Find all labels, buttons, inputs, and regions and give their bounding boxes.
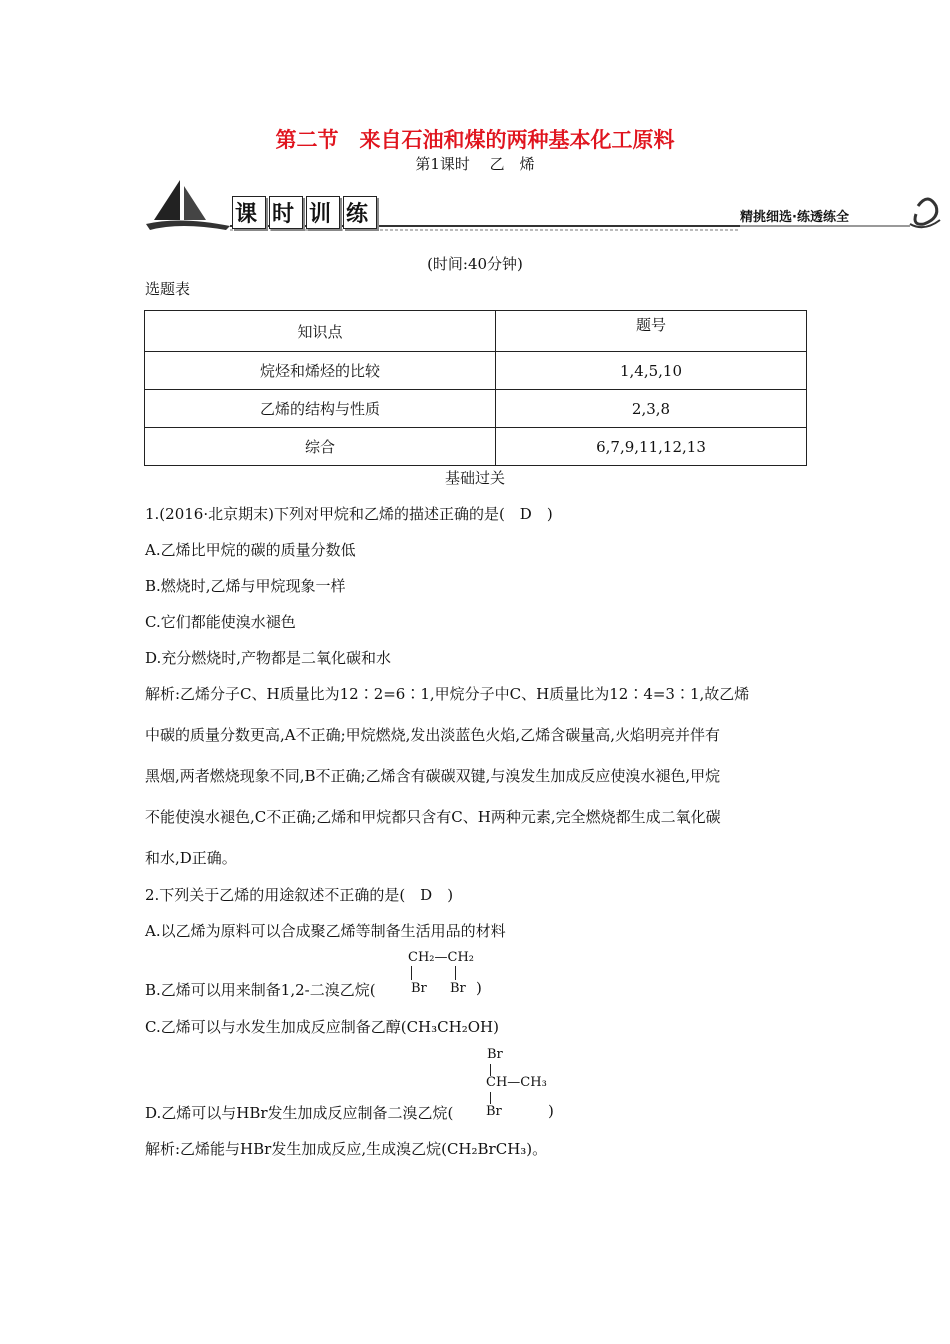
structure-bond (490, 1092, 491, 1104)
question-1-option: C.它们都能使溴水褪色 (145, 613, 296, 631)
structure-bond (455, 966, 456, 980)
structure-d-top: Br (487, 1047, 503, 1062)
table-caption: 选题表 (145, 280, 191, 298)
time-note: (时间:40分钟) (427, 255, 523, 273)
table-row (145, 352, 807, 390)
banner-char: 训 (306, 196, 340, 229)
question-1-analysis-line: 黑烟,两者燃烧现象不同,B不正确;乙烯含有碳碳双键,与溴发生加成反应使溴水褪色,甲烷 (145, 767, 721, 785)
question-1-option: A.乙烯比甲烷的碳的质量分数低 (145, 541, 356, 559)
question-1-analysis-line: 中碳的质量分数更高,A不正确;甲烷燃烧,发出淡蓝色火焰,乙烯含碳量高,火焰明亮并伴有 (145, 726, 720, 744)
banner-char: 课 (232, 196, 266, 229)
structure-b-br-right: Br (450, 981, 466, 996)
structure-d-bottom: Br (486, 1104, 502, 1119)
banner-label (232, 196, 380, 229)
table-cell: 6,7,9,11,12,13 (496, 428, 807, 466)
banner-slogan: 精挑细选·练透练全 (740, 210, 849, 225)
table-header-cell: 题号 (496, 311, 807, 352)
question-1-option: D.充分燃烧时,产物都是二氧化碳和水 (145, 649, 392, 667)
lesson-subtitle: 第1课时 乙 烯 (415, 155, 535, 173)
structure-d-middle: CH—CH₃ (486, 1075, 547, 1090)
table-row (145, 390, 807, 428)
question-1-analysis-line: 不能使溴水褪色,C不正确;乙烯和甲烷都只含有C、H两种元素,完全燃烧都生成二氧化碳 (145, 808, 721, 826)
table-row (145, 428, 807, 466)
question-2-option-d: D.乙烯可以与HBr发生加成反应制备二溴乙烷( (145, 1104, 454, 1122)
table-cell: 乙烯的结构与性质 (145, 390, 496, 428)
section-title: 基础过关 (444, 469, 505, 487)
question-2-option-b-close: ) (476, 979, 482, 997)
document-title: 第二节 来自石油和煤的两种基本化工原料 (275, 128, 675, 152)
question-2-option-b: B.乙烯可以用来制备1,2-二溴乙烷( (145, 981, 376, 999)
table-header-cell: 知识点 (145, 311, 496, 352)
table-cell: 综合 (145, 428, 496, 466)
question-2-stem: 2.下列关于乙烯的用途叙述不正确的是( D ) (145, 886, 454, 904)
structure-bond (411, 966, 412, 980)
question-2-option-d-close: ) (548, 1102, 554, 1120)
question-1-option: B.燃烧时,乙烯与甲烷现象一样 (145, 577, 346, 595)
question-2-analysis: 解析:乙烯能与HBr发生加成反应,生成溴乙烷(CH₂BrCH₃)。 (145, 1140, 548, 1158)
banner-char: 练 (343, 196, 377, 229)
banner-char: 时 (269, 196, 303, 229)
topic-table (144, 310, 807, 466)
question-1-analysis-line: 解析:乙烯分子C、H质量比为12∶2=6∶1,甲烷分子中C、H质量比为12∶4=3∶1,故乙烯 (145, 685, 750, 703)
structure-b-br-left: Br (411, 981, 427, 996)
table-cell: 1,4,5,10 (496, 352, 807, 390)
table-cell: 烷烃和烯烃的比较 (145, 352, 496, 390)
structure-b-top: CH₂—CH₂ (408, 950, 474, 965)
question-1-stem: 1.(2016·北京期末)下列对甲烷和乙烯的描述正确的是( D ) (145, 505, 553, 523)
question-1-analysis-line: 和水,D正确。 (145, 849, 237, 867)
table-cell: 2,3,8 (496, 390, 807, 428)
question-2-option-c: C.乙烯可以与水发生加成反应制备乙醇(CH₃CH₂OH) (145, 1018, 499, 1036)
question-2-option-a: A.以乙烯为原料可以合成聚乙烯等制备生活用品的材料 (145, 922, 506, 940)
table-header-row (145, 311, 807, 352)
